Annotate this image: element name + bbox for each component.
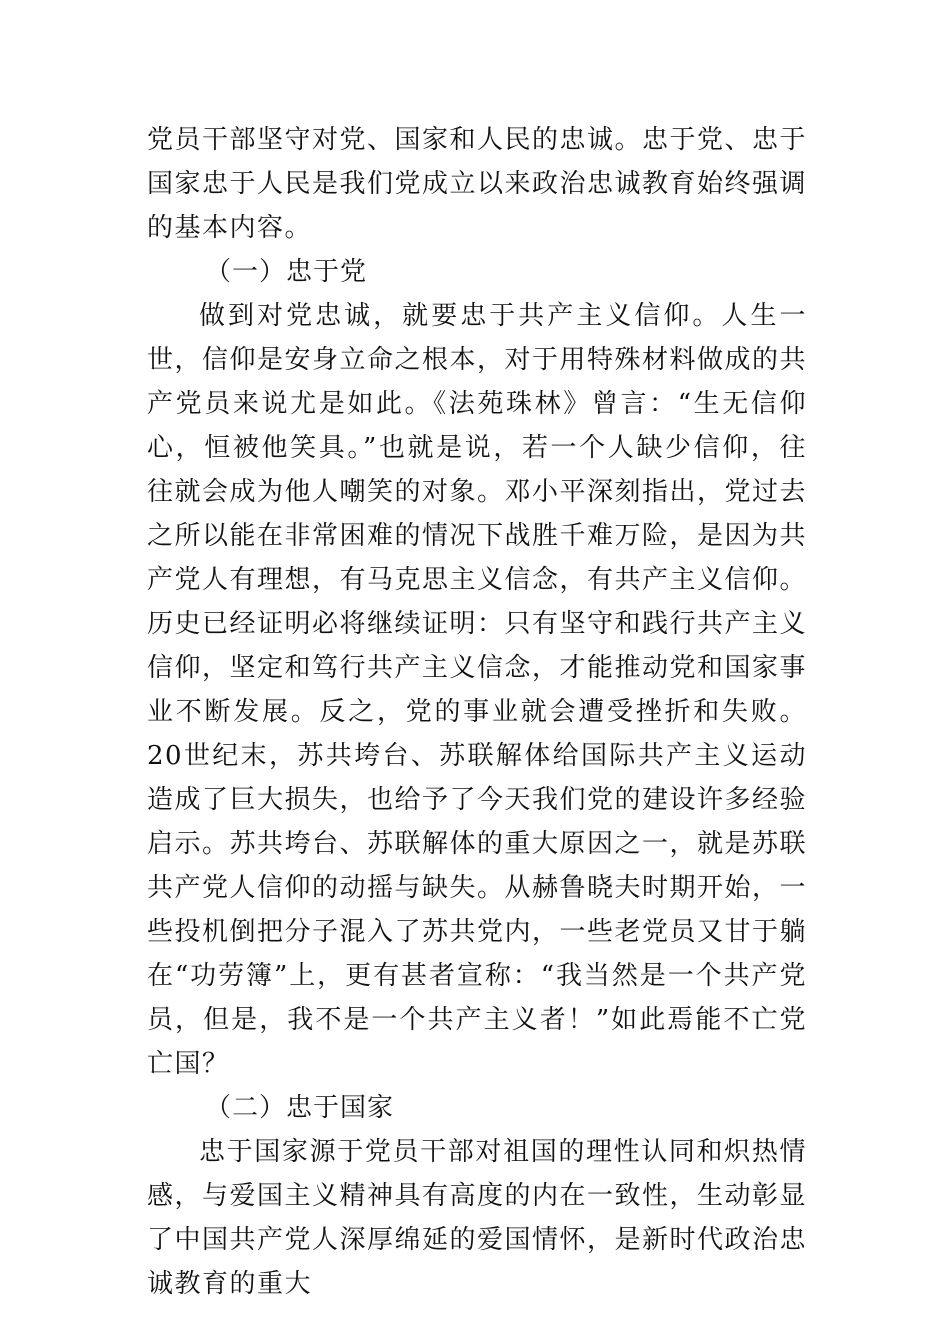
section-heading-loyal-to-party: （一）忠于党 [205,257,368,287]
section-heading-loyal-to-country: （二）忠于国家 [205,1093,395,1123]
body-paragraph-loyal-to-country: 忠于国家源于党员干部对祖国的理性认同和炽热情感，与爱国主义精神具有高度的内在一致性，生动彰显了中国共产党人深厚绵延的爱国情怀，是新时代政治忠诚教育的重大 [147,1137,808,1299]
intro-paragraph: 党员干部坚守对党、国家和人民的忠诚。忠于党、忠于国家忠于人民是我们党成立以来政治忠诚教育始终强调的基本内容。 [147,125,808,243]
document-body [147,118,807,1306]
body-paragraph-loyal-to-party: 做到对党忠诚，就要忠于共产主义信仰。人生一世，信仰是安身立命之根本，对于用特殊材料做成的共产党员来说尤是如此。《法苑珠林》曾言：“生无信仰心，恒被他笑具。”也就是说，若一个人缺少信仰，往往就会成为他人嘲笑的对象。邓小平深刻指出，党过去之所以能在非常困难的情况下战胜千难万险，是因为共产党人有理想，有马克思主义信念，有共产主义信仰。历史已经证明必将继续证明：只有坚守和践行共产主义信仰，坚定和笃行共产主义信念，才能推动党和国家事业不断发展。反之，党的事业就会遭受挫折和失败。20世纪末，苏共垮台、苏联解体给国际共产主义运动造成了巨大损失，也给予了今天我们党的建设许多经验启示。苏共垮台、苏联解体的重大原因之一，就是苏联共产党人信仰的动摇与缺失。从赫鲁晓夫时期开始，一些投机倒把分子混入了苏共党内，一些老党员又甘于躺在“功劳簿”上，更有甚者宣称：“我当然是一个共产党员，但是，我不是一个共产主义者！”如此焉能不亡党亡国？ [147,301,808,1079]
